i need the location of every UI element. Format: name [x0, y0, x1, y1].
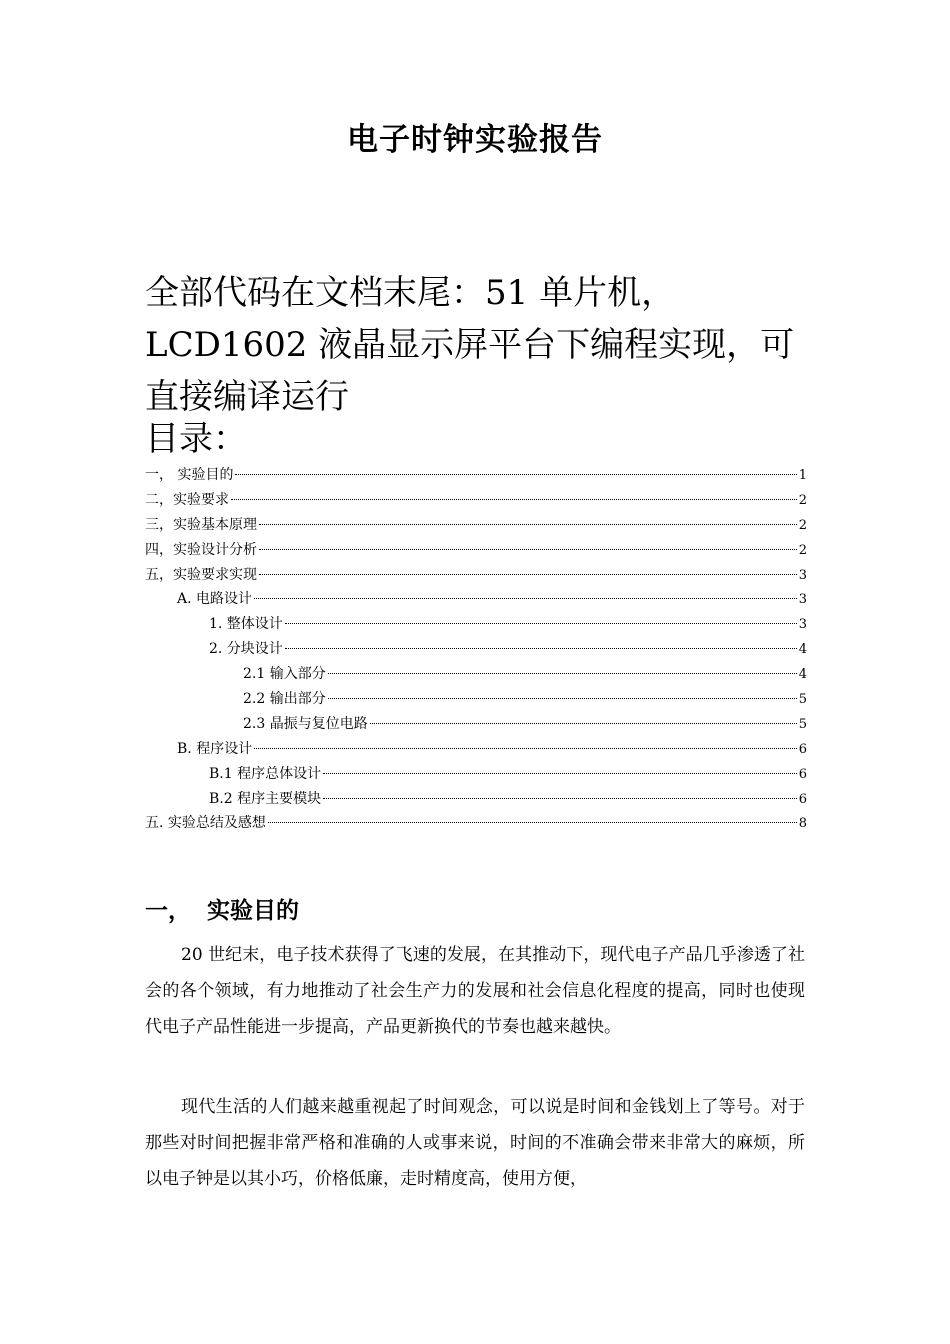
- toc-page-number: 3: [798, 592, 807, 608]
- toc-heading: 目录：: [145, 419, 247, 459]
- toc-dot-leader: [254, 748, 797, 749]
- toc-entry[interactable]: [145, 737, 807, 762]
- toc-page-number: 4: [798, 667, 807, 683]
- toc-page-number: 3: [798, 567, 807, 583]
- toc-entry[interactable]: [145, 762, 807, 787]
- toc-entry-text: 2.1 输入部分: [243, 666, 326, 683]
- toc-entry[interactable]: [145, 463, 807, 488]
- section-number: 一，: [145, 898, 191, 924]
- toc-entry-text: 2. 分块设计: [209, 641, 283, 658]
- toc-dot-leader: [254, 598, 797, 599]
- body-paragraph: 20 世纪末，电子技术获得了飞速的发展，在其推动下，现代电子产品几乎渗透了社会的各个领域，有力地推动了社会生产力的发展和社会信息化程度的提高，同时也使现代电子产品性能进一步提高，产品更新换代的节奏也越来越快。: [145, 945, 805, 1037]
- toc-entry-text: 一， 实验目的: [145, 467, 234, 483]
- toc-entry[interactable]: [145, 513, 807, 538]
- toc-dot-leader: [323, 773, 797, 774]
- toc-entry[interactable]: [145, 811, 807, 836]
- toc-dot-leader: [285, 648, 797, 649]
- toc-dot-leader: [235, 474, 796, 475]
- toc-dot-leader: [259, 574, 797, 575]
- toc-page-number: 1: [798, 468, 807, 483]
- document-title: 电子时钟实验报告: [347, 122, 603, 158]
- toc-entry[interactable]: [145, 587, 807, 612]
- toc-page-number: 5: [798, 716, 807, 732]
- toc-entry-text: B. 程序设计: [177, 740, 253, 757]
- toc-entry[interactable]: [145, 787, 807, 812]
- toc-dot-leader: [259, 549, 797, 550]
- toc-entry[interactable]: [145, 637, 807, 662]
- toc-page-number: 4: [798, 642, 807, 658]
- toc-entry[interactable]: [145, 488, 807, 513]
- toc-entry[interactable]: [145, 662, 807, 687]
- section-title: 实验目的: [207, 898, 299, 924]
- toc-page-number: 6: [798, 766, 807, 782]
- toc-entry[interactable]: [145, 563, 807, 588]
- toc-dot-leader: [259, 524, 797, 525]
- toc-dot-leader: [370, 723, 797, 724]
- toc-page-number: 2: [798, 542, 807, 558]
- toc-entry-text: 2.3 晶振与复位电路: [243, 715, 368, 732]
- body-paragraph: 现代生活的人们越来越重视起了时间观念，可以说是时间和金钱划上了等号。对于那些对时间把握非常严格和准确的人或事来说，时间的不准确会带来非常大的麻烦，所以电子钟是以其小巧，价格低廉，走时精度高，使用方便，: [145, 1097, 805, 1189]
- toc-page-number: 6: [798, 741, 807, 757]
- toc-entry-text: A. 电路设计: [177, 591, 253, 608]
- toc-entry-text: 三，实验基本原理: [145, 516, 257, 533]
- toc-page-number: 3: [798, 617, 807, 633]
- toc-entry-text: 四，实验设计分析: [145, 541, 257, 558]
- toc-entry-text: B.2 程序主要模块: [209, 790, 322, 807]
- toc-entry-text: 二，实验要求: [145, 491, 229, 508]
- toc-entry-text: 1. 整体设计: [209, 616, 283, 633]
- toc-page-number: 2: [798, 492, 807, 508]
- intro-text: 全部代码在文档末尾：51 单片机，LCD1602 液晶显示屏平台下编程实现，可直接编译运行: [145, 273, 795, 417]
- toc-entry-text: 五. 实验总结及感想: [145, 815, 266, 832]
- toc-entry-text: B.1 程序总体设计: [209, 765, 322, 782]
- toc-page-number: 6: [798, 791, 807, 807]
- toc-entry[interactable]: [145, 612, 807, 637]
- toc-entry[interactable]: [145, 712, 807, 737]
- toc-dot-leader: [268, 822, 797, 823]
- toc-dot-leader: [328, 673, 797, 674]
- table-of-contents: [145, 463, 807, 836]
- toc-dot-leader: [231, 499, 797, 500]
- toc-dot-leader: [285, 623, 797, 624]
- toc-dot-leader: [323, 798, 797, 799]
- toc-page-number: 2: [798, 517, 807, 533]
- toc-page-number: 8: [798, 816, 807, 832]
- toc-page-number: 5: [798, 692, 807, 708]
- toc-entry[interactable]: [145, 687, 807, 712]
- toc-dot-leader: [328, 698, 797, 699]
- toc-entry-text: 五，实验要求实现: [145, 566, 257, 583]
- toc-entry-text: 2.2 输出部分: [243, 691, 326, 708]
- section-heading-purpose: [145, 893, 299, 929]
- toc-entry[interactable]: [145, 538, 807, 563]
